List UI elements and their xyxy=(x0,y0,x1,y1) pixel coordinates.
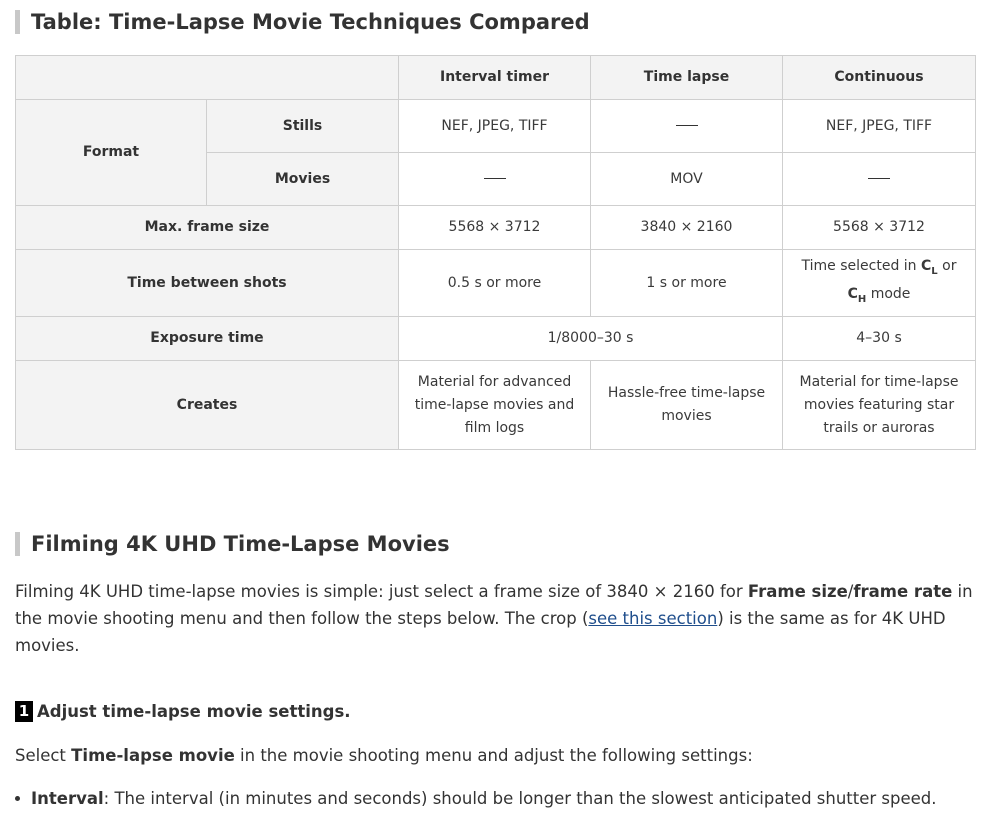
ch-mode-label: $C_H$ xyxy=(847,286,867,305)
cell-exposure-shared: 1/8000–30 s xyxy=(399,317,783,361)
table-row-exposure xyxy=(16,317,976,361)
dash-mark xyxy=(484,178,506,179)
row-header-time-between: Time between shots xyxy=(16,250,399,317)
cell-time-between-interval: 0.5 s or more xyxy=(399,250,591,317)
table-row-creates xyxy=(16,361,976,450)
cell-movies-interval xyxy=(399,153,591,206)
cell-movies-timelapse: MOV xyxy=(591,153,783,206)
col-header-time-lapse: Time lapse xyxy=(591,56,783,100)
cell-max-frame-interval: 5568 × 3712 xyxy=(399,206,591,250)
table-row-max-frame xyxy=(16,206,976,250)
cell-exposure-continuous: 4–30 s xyxy=(783,317,976,361)
row-header-stills: Stills xyxy=(207,100,399,153)
intro-paragraph: Filming 4K UHD time-lapse movies is simple: just select a frame size of 3840 × 2160 for Frame size/frame rate in the movie shooting menu and then follow the steps below. The crop (see this section) is the same as for 4K UHD movies. xyxy=(15,582,973,655)
bullet-icon xyxy=(15,796,20,801)
interval-description: : The interval (in minutes and seconds) should be longer than the slowest anticipated shutter speed. xyxy=(103,789,937,808)
cell-max-frame-continuous: 5568 × 3712 xyxy=(783,206,976,250)
step-heading xyxy=(15,700,351,724)
time-between-text: mode xyxy=(866,286,911,302)
row-header-format: Format xyxy=(16,100,207,206)
time-between-text: Time selected in xyxy=(801,258,922,275)
time-lapse-movie-term: Time-lapse movie xyxy=(71,746,235,765)
col-header-interval-timer: Interval timer xyxy=(399,56,591,100)
time-between-text: or xyxy=(937,258,957,275)
cell-max-frame-timelapse: 3840 × 2160 xyxy=(591,206,783,250)
row-header-movies: Movies xyxy=(207,153,399,206)
interval-term: Interval xyxy=(31,789,104,808)
cell-creates-timelapse: Hassle-free time-lapse movies xyxy=(591,361,783,450)
cell-stills-continuous: NEF, JPEG, TIFF xyxy=(783,100,976,153)
frame-size-term: Frame size xyxy=(747,582,848,601)
list-item xyxy=(15,785,937,812)
step-number-badge: 1 xyxy=(15,701,33,722)
select-paragraph: Select Time-lapse movie in the movie shooting menu and adjust the following settings: xyxy=(15,746,753,765)
dash-mark xyxy=(868,178,890,179)
cell-stills-timelapse xyxy=(591,100,783,153)
table-header-row xyxy=(16,56,976,100)
row-header-exposure: Exposure time xyxy=(16,317,399,361)
cell-creates-continuous: Material for time-lapse movies featuring star trails or auroras xyxy=(783,361,976,450)
table-row-time-between xyxy=(16,250,976,317)
frame-rate-term: frame rate xyxy=(853,582,953,601)
section-link[interactable]: see this section xyxy=(588,609,718,628)
cell-time-between-timelapse: 1 s or more xyxy=(591,250,783,317)
dash-mark xyxy=(676,125,698,126)
comparison-table xyxy=(15,55,976,450)
cl-mode-label: $C_L$ xyxy=(921,258,938,277)
section-heading: Filming 4K UHD Time-Lapse Movies xyxy=(15,532,450,556)
table-row-stills xyxy=(16,100,976,153)
cell-creates-interval: Material for advanced time-lapse movies and film logs xyxy=(399,361,591,450)
row-header-max-frame: Max. frame size xyxy=(16,206,399,250)
step-title: Adjust time-lapse movie settings. xyxy=(37,702,351,721)
header-corner-cell xyxy=(16,56,399,100)
cell-movies-continuous xyxy=(783,153,976,206)
row-header-creates: Creates xyxy=(16,361,399,450)
col-header-continuous: Continuous xyxy=(783,56,976,100)
cell-time-between-continuous xyxy=(783,250,976,317)
cell-stills-interval: NEF, JPEG, TIFF xyxy=(399,100,591,153)
table-heading: Table: Time-Lapse Movie Techniques Compared xyxy=(15,10,590,34)
